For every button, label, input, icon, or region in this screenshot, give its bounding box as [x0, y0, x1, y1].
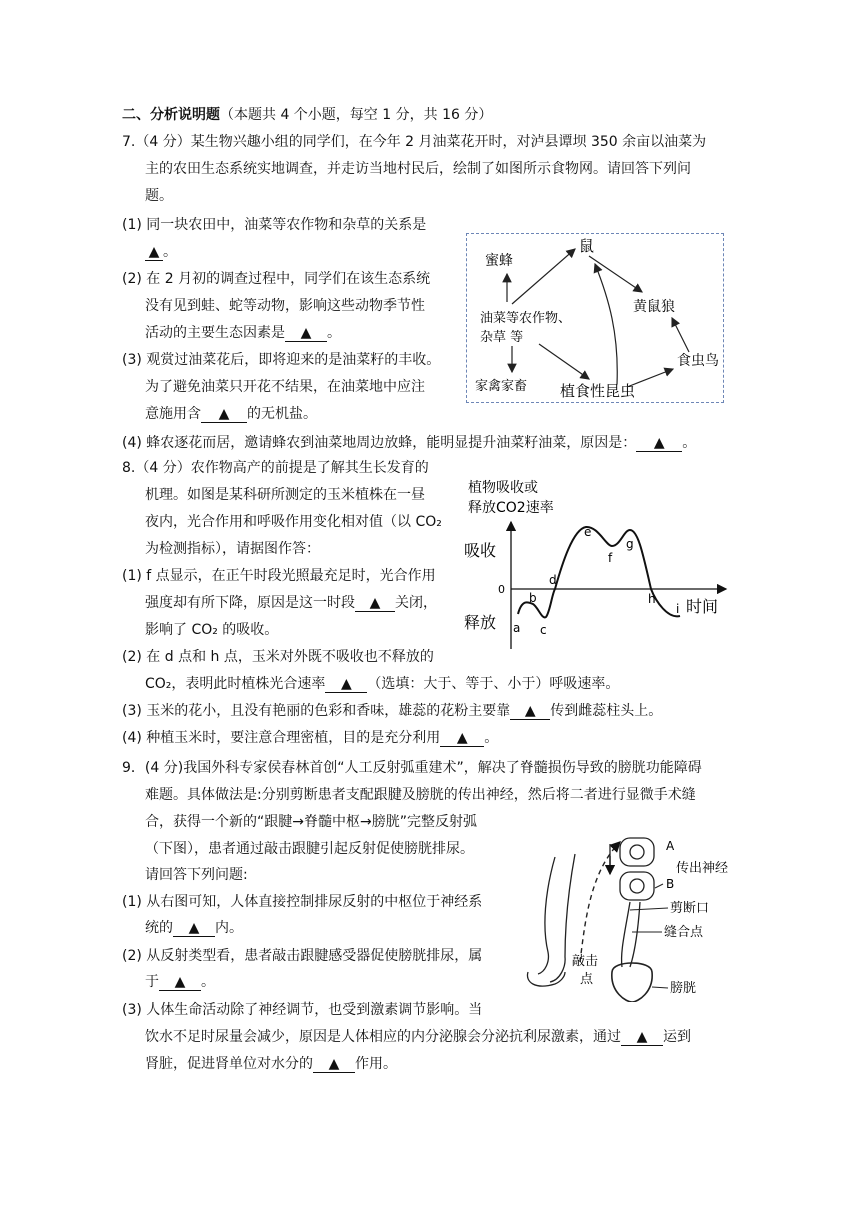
q9-s3-line3: 肾脏，促进肾单位对水分的 ▲ 作用。 — [145, 1056, 397, 1072]
answer-blank[interactable]: ▲ — [173, 920, 215, 937]
q7-s3-line3: 意施用含 ▲ 的无机盐。 — [145, 406, 317, 422]
section-heading — [122, 105, 492, 125]
answer-blank[interactable]: ▲ — [159, 974, 201, 991]
answer-blank[interactable]: ▲ — [440, 730, 484, 747]
label-cut-point: 剪断口 — [670, 901, 710, 916]
q9-s2-line1: (2) 从反射类型看，患者敲击跟腱感受器促使膀胱排尿，属 — [122, 948, 483, 964]
node-weasel: 黄鼠狼 — [633, 299, 675, 315]
q7-s2-line1: (2) 在 2 月初的调查过程中，同学们在该生态系统 — [122, 271, 431, 287]
q8-line3: 夜内，光合作用和呼吸作用变化相对值（以 CO₂ — [145, 514, 442, 530]
q7-s2-line2: 没有见到蛙、蛇等动物，影响这些动物季节性 — [145, 298, 425, 314]
node-mouse: 鼠 — [579, 237, 595, 255]
q7-s3-line2: 为了避免油菜只开花不结果，在油菜地中应注 — [145, 379, 425, 395]
q9-s1-line2: 统的 ▲ 内。 — [145, 920, 243, 936]
q7-intro-line3: 题。 — [145, 188, 173, 204]
efferent-nerve — [622, 902, 640, 967]
q7-intro-line1: 7.（4 分）某生物兴趣小组的同学们，在今年 2 月油菜花开时，对泸县谭坝 350 余亩以油菜为 — [122, 134, 707, 150]
node-bird: 食虫鸟 — [677, 353, 719, 369]
section-note: （本题共 4 个小题，每空 1 分，共 16 分） — [220, 107, 493, 123]
q7-s2-line3: 活动的主要生态因素是 ▲ 。 — [145, 325, 341, 341]
node-bee: 蜜蜂 — [485, 253, 513, 269]
food-web-figure — [466, 233, 724, 403]
graph-zero: 0 — [498, 583, 505, 596]
q9-s2-line2: 于 ▲ 。 — [145, 974, 215, 990]
q9-s3-line1: (3) 人体生命活动除了神经调节，也受到激素调节影响。当 — [122, 1002, 483, 1018]
afferent-path — [580, 842, 620, 962]
node-crops-line1: 油菜等农作物、 — [480, 311, 572, 326]
graph-point-d: d — [549, 573, 557, 587]
graph-point-h: h — [648, 592, 656, 606]
food-web-diagram — [467, 234, 725, 404]
q9-line3: 合，获得一个新的“跟腱→脊髓中枢→膀胱”完整反射弧 — [145, 814, 477, 830]
q7-intro-line2: 主的农田生态系统实地调查，并走访当地村民后，绘制了如图所示食物网。请回答下列问 — [145, 161, 691, 177]
spinal-cord-drawing — [610, 838, 654, 900]
graph-point-f: f — [608, 551, 613, 565]
answer-blank[interactable]: ▲ — [285, 325, 327, 342]
q8-s2-line1: (2) 在 d 点和 h 点，玉米对外既不吸收也不释放的 — [122, 649, 434, 665]
q7-s1-line1: (1) 同一块农田中，油菜等农作物和杂草的关系是 — [122, 217, 427, 233]
leg-drawing — [527, 854, 575, 986]
node-crops-line2: 杂草 等 — [480, 330, 524, 345]
answer-blank[interactable]: ▲ — [201, 406, 247, 423]
q7-s3-line1: (3) 观赏过油菜花后，即将迎来的是油菜籽的丰收。 — [122, 352, 441, 368]
q8-s1-line2: 强度却有所下降，原因是这一时段 ▲ 关闭， — [145, 595, 437, 611]
answer-blank[interactable]: ▲ — [621, 1029, 663, 1046]
q8-s1-line1: (1) f 点显示，在正午时段光照最充足时，光合作用 — [122, 568, 436, 584]
graph-point-i: i — [676, 602, 680, 616]
q8-s3-line: (3) 玉米的花小，且没有艳丽的色彩和香味，雄蕊的花粉主要靠 ▲ 传到雌蕊柱头上。 — [122, 703, 663, 719]
q8-line4: 为检测指标），请据图作答： — [145, 541, 320, 557]
graph-point-e: e — [584, 525, 592, 539]
graph-point-g: g — [626, 537, 634, 551]
graph-curve — [518, 527, 680, 617]
q9-line1: 9．(4 分)我国外科专家侯春林首创“人工反射弧重建术”，解决了脊髓损伤导致的膀胱功能障碍 — [122, 760, 702, 776]
answer-blank[interactable]: ▲ — [313, 1056, 355, 1073]
q8-s2-line2: CO₂，表明此时植株光合速率 ▲ （选填：大于、等于、小于）呼吸速率。 — [145, 676, 620, 692]
label-b: B — [666, 877, 675, 891]
label-tap-line2: 点 — [580, 972, 594, 987]
answer-blank[interactable]: ▲ — [636, 435, 682, 452]
label-a: A — [666, 839, 675, 853]
graph-ylabel-line1: 植物吸收或 — [468, 480, 538, 496]
label-suture-point: 缝合点 — [664, 925, 704, 940]
q8-s4-line: (4) 种植玉米时，要注意合理密植，目的是充分利用 ▲ 。 — [122, 730, 499, 746]
q9-line5: 请回答下列问题: — [145, 867, 248, 883]
graph-point-c: c — [540, 623, 547, 637]
label-bladder: 膀胱 — [670, 981, 697, 996]
q9-s1-line1: (1) 从右图可知，人体直接控制排尿反射的中枢位于神经系 — [122, 894, 483, 910]
q9-s3-line2: 饮水不足时尿量会减少，原因是人体相应的内分泌腺会分泌抗利尿激素，通过 ▲ 运到 — [145, 1029, 691, 1045]
q8-s1-line3: 影响了 CO₂ 的吸收。 — [145, 622, 279, 638]
answer-blank[interactable]: ▲ — [355, 595, 395, 612]
q7-s1-line2: ▲ 。 — [145, 242, 177, 262]
section-title: 二、分析说明题 — [122, 107, 220, 123]
node-poultry: 家禽家畜 — [475, 379, 528, 394]
answer-blank[interactable]: ▲ — [510, 703, 550, 720]
q9-line4: （下图），患者通过敲击跟腱引起反射促使膀胱排尿。 — [145, 841, 474, 857]
graph-time-label: 时间 — [686, 597, 719, 616]
q8-line2: 机理。如图是某科研所测定的玉米植株在一昼 — [145, 487, 425, 503]
graph-point-a: a — [513, 621, 521, 635]
answer-blank[interactable]: ▲ — [325, 676, 367, 693]
graph-point-b: b — [529, 591, 537, 605]
node-insect: 植食性昆虫 — [560, 382, 636, 400]
label-tap-line1: 敲击 — [572, 954, 599, 969]
graph-ylabel-line2: 释放CO2速率 — [468, 500, 554, 516]
q9-line2: 难题。具体做法是:分别剪断患者支配跟腱及膀胱的传出神经，然后将二者进行显微手术缝 — [145, 787, 696, 803]
label-efferent-nerve: 传出神经 — [676, 861, 729, 876]
bladder-drawing — [612, 963, 652, 1002]
graph-absorb-label: 吸收 — [464, 541, 497, 560]
answer-blank[interactable]: ▲ — [145, 244, 163, 261]
reflex-arc-figure — [520, 832, 745, 1002]
graph-release-label: 释放 — [464, 613, 497, 632]
q8-line1: 8.（4 分）农作物高产的前提是了解其生长发育的 — [122, 460, 429, 476]
q7-s4-line: (4) 蜂农逐花而居，邀请蜂农到油菜地周边放蜂，能明显提升油菜籽油菜，原因是： ▲ 。 — [122, 435, 697, 451]
co2-rate-graph — [458, 474, 738, 658]
